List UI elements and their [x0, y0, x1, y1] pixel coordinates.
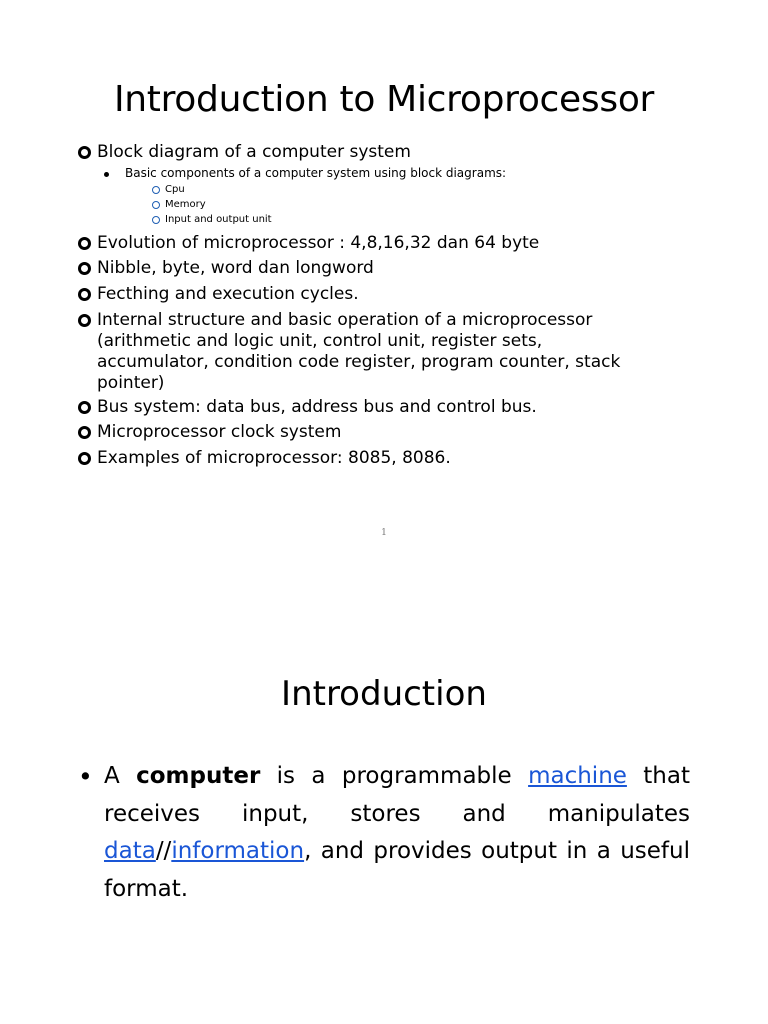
list-item [78, 284, 637, 305]
list-item-text: Bus system: data bus, address bus and control bus. [97, 397, 537, 417]
sub-sub-list-item [152, 213, 272, 227]
sub-sub-list-item-text: Memory [165, 199, 206, 210]
para-text: A [104, 763, 137, 789]
ring-bullet-icon [78, 288, 91, 301]
definition-paragraph [104, 758, 690, 908]
slide-title: Introduction to Microprocessor [113, 79, 655, 120]
sub-sub-list-item [152, 183, 185, 197]
ring-bullet-icon [152, 201, 160, 209]
ring-bullet-icon [78, 314, 91, 327]
information-link[interactable]: information [171, 838, 305, 864]
data-link[interactable]: data [104, 838, 156, 864]
list-item-text: Block diagram of a computer system [97, 142, 411, 162]
para-text: // [155, 838, 172, 864]
list-item-text: Nibble, byte, word dan longword [97, 258, 374, 278]
list-item [78, 310, 637, 394]
ring-bullet-icon [78, 237, 91, 250]
sub-sub-list-item-text: Cpu [165, 184, 185, 195]
ring-bullet-icon [78, 426, 91, 439]
list-item [78, 258, 637, 279]
list-item-text: Microprocessor clock system [97, 422, 342, 442]
list-item [78, 397, 637, 418]
sub-list-item-text: Basic components of a computer system using block diagrams: [125, 166, 507, 180]
para-text: that receives input, stores and manipulates [104, 763, 691, 827]
machine-link[interactable]: machine [528, 763, 627, 789]
bold-term: computer [136, 763, 261, 789]
page-number: 1 [381, 528, 387, 538]
sub-sub-list-item-text: Input and output unit [165, 214, 272, 225]
ring-bullet-icon [78, 401, 91, 414]
list-item-text: Examples of microprocessor: 8085, 8086. [97, 448, 451, 468]
para-text: is a programmable [260, 763, 529, 789]
ring-bullet-icon [152, 186, 160, 194]
list-item [78, 233, 637, 254]
list-item [78, 142, 637, 163]
list-item [78, 422, 637, 443]
dot-bullet-icon [104, 172, 109, 177]
list-item-text: Internal structure and basic operation of a microprocessor (arithmetic and logic unit, control unit, register sets, accumulator, condition code register, program counter, stack pointer) [97, 310, 621, 393]
ring-bullet-icon [78, 146, 91, 159]
section-title: Introduction [281, 674, 487, 714]
list-item [78, 448, 637, 469]
para-text: , and provides output in a useful format. [104, 838, 690, 902]
bullet-icon: • [78, 762, 93, 791]
sub-list-item [104, 166, 506, 181]
list-item-text: Evolution of microprocessor : 4,8,16,32 dan 64 byte [97, 233, 540, 253]
list-item-text: Fecthing and execution cycles. [97, 284, 359, 304]
ring-bullet-icon [78, 262, 91, 275]
ring-bullet-icon [152, 216, 160, 224]
ring-bullet-icon [78, 452, 91, 465]
sub-sub-list-item [152, 198, 206, 212]
